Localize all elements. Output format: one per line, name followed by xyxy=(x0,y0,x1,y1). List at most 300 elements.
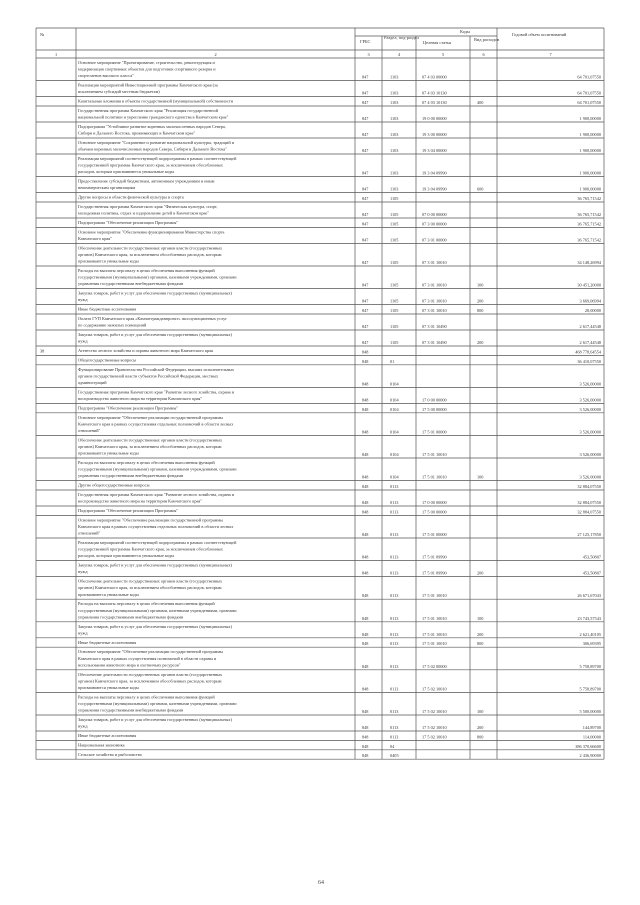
row-target: 17 5 01 10010 xyxy=(422,631,447,637)
row-sum: 30 451,20000 xyxy=(577,282,601,288)
row-grbs: 847 xyxy=(362,298,369,304)
row-razdel: 0113 xyxy=(390,631,399,637)
row-grbs: 847 xyxy=(362,132,369,137)
row-name: Функционирование Правительства Российской Федерации, высших исполнительных xyxy=(78,366,235,372)
row-target: 07 3 01 10010 xyxy=(422,282,447,288)
row-name: присваиваются уникальные коды xyxy=(78,685,139,690)
row-target: 17 5 02 00000 xyxy=(422,663,447,669)
table-row xyxy=(78,460,601,481)
row-sum: 3 526,00000 xyxy=(579,406,601,412)
row-razdel: 1103 xyxy=(390,186,399,192)
row-sum: 468 778,64554 xyxy=(575,349,601,355)
row-name: Другие вопросы в области физической культуры и спорта xyxy=(78,194,184,200)
row-razdel: 0104 xyxy=(390,452,399,457)
row-target: 07 3 01 10490 xyxy=(422,340,447,345)
row-razdel: 1105 xyxy=(390,221,399,227)
row-name: Общегосударственные вопросы xyxy=(78,357,137,363)
row-razdel: 0113 xyxy=(390,725,399,730)
colnum-3: 3 xyxy=(367,52,370,57)
row-razdel: 1105 xyxy=(390,340,399,345)
row-sum: 3 669,06994 xyxy=(579,298,601,304)
table-header xyxy=(36,28,604,58)
row-target: 07 4 03 10130 xyxy=(422,90,447,96)
row-name: Капитальные вложения в объекты государственной (муниципальной) собственности xyxy=(78,98,234,104)
row-grbs: 848 xyxy=(362,663,369,669)
row-name: органов государственной власти субъектов Российской Федерации, местных xyxy=(78,373,219,379)
row-name: Основное мероприятие "Обеспечение функционирования Министерства спорта xyxy=(78,229,225,235)
row-name: управления государственными внебюджетными фондами xyxy=(78,707,184,713)
row-grbs: 848 xyxy=(362,725,369,730)
row-sum: 36 410,07550 xyxy=(577,358,601,364)
row-name: Реализация мероприятий соответствующей подпрограммы в рамках соответствующей xyxy=(78,156,237,161)
row-grbs: 847 xyxy=(362,148,369,153)
row-name: Закупка товаров, работ и услуг для обеспечения государственных (муниципальных) xyxy=(78,332,232,337)
row-target: 07 3 01 10010 xyxy=(422,308,447,313)
row-grbs: 848 xyxy=(362,641,369,647)
table-row xyxy=(78,83,601,97)
row-grbs: 847 xyxy=(362,282,369,288)
header-razdel: Раздел, под-раздел xyxy=(384,35,419,40)
row-sum: 32 884,07550 xyxy=(577,509,601,515)
row-razdel: 1103 xyxy=(390,170,399,176)
table-row xyxy=(78,268,601,289)
row-razdel: 0113 xyxy=(390,570,399,576)
row-vr: 800 xyxy=(477,641,484,647)
row-target: 17 5 01 09990 xyxy=(422,554,447,560)
row-name: Камчатского края" xyxy=(78,236,112,241)
table-row xyxy=(78,563,602,577)
row-sum: 5 758,89700 xyxy=(579,663,601,669)
row-name: воспроизводство животного мира на территории Камчатского края" xyxy=(78,498,203,504)
row-name: Камчатского края в рамках осуществления отдельных полномочий в области лесных xyxy=(78,421,234,427)
row-razdel: 0113 xyxy=(390,554,399,560)
table-row xyxy=(78,156,601,177)
row-name: молодежная политика, отдых и оздоровление детей в Камчатском крае" xyxy=(78,210,210,216)
row-name: нужд xyxy=(78,723,88,729)
row-sum: 3 526,00000 xyxy=(579,381,601,387)
row-grbs: 848 xyxy=(362,554,369,560)
table-row xyxy=(78,99,601,106)
row-vr: 200 xyxy=(477,340,484,345)
row-grbs: 848 xyxy=(362,615,369,621)
row-name: Основное мероприятие "Обеспечение реализации государственной программы xyxy=(78,517,223,523)
row-sum: 23 743,57543 xyxy=(577,615,601,621)
table-row xyxy=(78,179,601,193)
table-row xyxy=(78,717,601,731)
row-name: отношений" xyxy=(78,428,101,433)
row-razdel: 1103 xyxy=(390,90,399,96)
row-razdel: 1103 xyxy=(390,100,399,105)
colnum-5: 5 xyxy=(442,52,445,57)
row-sum: 36 765,71542 xyxy=(577,221,601,227)
table-row xyxy=(78,291,602,305)
row-name: Расходы на выплаты персоналу в целях обеспечения выполнения функций xyxy=(78,694,215,700)
row-name: Агентство лесного хозяйства и охраны животного мира Камчатского края xyxy=(78,348,214,353)
row-target: 17 5 01 09990 xyxy=(422,570,447,576)
row-sum: 64 701,07550 xyxy=(577,74,601,80)
row-razdel: 0113 xyxy=(390,663,399,669)
row-name: Иные бюджетные ассигнования xyxy=(78,306,137,312)
row-name: присваиваются уникальные коды xyxy=(78,258,139,264)
row-name: Государственная программа Камчатского края "Развитие лесного хозяйства, охрана и xyxy=(78,389,235,395)
colnum-4: 4 xyxy=(398,52,401,57)
row-target: 07 4 03 10130 xyxy=(422,100,447,105)
row-razdel: 01 xyxy=(390,358,395,364)
row-name: Подпрограмма "Устойчивое развитие коренных малочисленных народов Севера, xyxy=(78,124,226,129)
table-row xyxy=(78,389,601,403)
row-vr: 200 xyxy=(477,298,484,304)
row-name: Закупка товаров, работ и услуг для обеспечения государственных (муниципальных) xyxy=(78,290,232,296)
row-name: Обеспечение деятельности государственных органов власти (государственных xyxy=(78,671,223,677)
row-razdel: 0113 xyxy=(390,484,399,489)
row-razdel: 0113 xyxy=(390,734,399,740)
row-name: Реализация мероприятий Инвестиционной программы Камчатского края (за xyxy=(78,82,218,88)
table-row xyxy=(78,316,601,330)
row-sum: 3 526,00000 xyxy=(579,397,601,403)
row-name: расходов, которым присваиваются уникальные коды xyxy=(78,169,174,175)
row-grbs: 848 xyxy=(362,484,369,489)
table-row xyxy=(78,579,601,600)
row-vr: 100 xyxy=(477,709,484,714)
colnum-1: 1 xyxy=(55,52,58,57)
row-sum: 386 370,66600 xyxy=(575,743,601,749)
table-row xyxy=(78,517,601,538)
row-grbs: 847 xyxy=(362,170,369,176)
row-sum: 36 765,71542 xyxy=(577,237,601,243)
table-row xyxy=(78,601,601,622)
row-target: 17 5 01 00000 xyxy=(422,532,447,537)
row-target: 17 5 01 10010 xyxy=(422,615,447,621)
row-name: Расходы на выплаты персоналу в целях обеспечения выполнения функций xyxy=(78,601,215,607)
table-row xyxy=(78,649,601,670)
row-razdel: 0113 xyxy=(390,686,399,692)
row-target: 17 5 01 10010 xyxy=(422,641,447,647)
row-sum: 5 500,00000 xyxy=(579,709,601,714)
row-vr: 400 xyxy=(477,100,484,105)
row-grbs: 848 xyxy=(362,474,369,480)
row-grbs: 848 xyxy=(362,406,369,412)
table-row xyxy=(78,437,601,458)
row-name: управления государственными внебюджетными фондами xyxy=(78,614,184,620)
row-razdel: 1105 xyxy=(390,212,399,217)
row-name: государственными (муниципальными) органами, казенными учреждениями, органами xyxy=(78,466,237,472)
row-target: 07 3 01 00000 xyxy=(422,237,447,243)
table-row xyxy=(78,332,601,346)
row-razdel: 0113 xyxy=(390,615,399,621)
row-name: нужд xyxy=(78,297,88,303)
row-name: Расходы на выплаты персоналу в целях обеспечения выполнения функций xyxy=(78,460,215,465)
row-name: Камчатского края в рамках осуществления полномочий в области охраны и xyxy=(78,655,217,661)
row-name: Национальная экономика xyxy=(78,742,125,748)
row-razdel: 1105 xyxy=(390,298,399,304)
row-name: Подпрограмма "Обеспечение реализации Программы" xyxy=(78,220,179,225)
row-grbs: 847 xyxy=(362,116,369,121)
row-target: 17 5 02 10010 xyxy=(422,686,447,692)
row-name: государственными (муниципальными) органами, казенными учреждениями, органами xyxy=(78,701,237,706)
row-razdel: 1103 xyxy=(390,148,399,153)
row-grbs: 848 xyxy=(362,500,369,505)
header-vr: Вид расходов xyxy=(474,37,500,42)
row-grbs: 847 xyxy=(362,260,369,265)
page-number: 64 xyxy=(318,880,324,886)
row-sum: 36 765,71542 xyxy=(577,212,601,217)
row-sum: 1 900,00000 xyxy=(579,132,601,137)
row-vr: 200 xyxy=(477,725,484,730)
row-grbs: 847 xyxy=(362,237,369,243)
table-row xyxy=(78,672,601,693)
row-name: Подпрограмма "Обеспечение реализации Программы" xyxy=(78,405,179,411)
row-name: Оплата ГУП Камчатского края «Камчатгражданпроект» эксплуатационных услуг xyxy=(78,316,228,321)
table-row xyxy=(78,229,601,243)
row-name: органов) Камчатского края, за исключением обособленных расходов, которым xyxy=(78,252,222,257)
row-vr: 800 xyxy=(477,734,484,740)
row-grbs: 847 xyxy=(362,196,369,201)
table-row xyxy=(78,508,601,515)
row-target: 19 0 00 00000 xyxy=(422,116,447,121)
header-num: № xyxy=(40,32,45,37)
row-name: исключением субсидий местным бюджетам) xyxy=(78,89,160,95)
row-target: 17 5 02 10010 xyxy=(422,734,447,740)
row-target: 17 5 01 10010 xyxy=(422,474,447,480)
row-razdel: 0113 xyxy=(390,509,399,515)
row-sum: 64 701,07550 xyxy=(577,100,601,105)
row-grbs: 848 xyxy=(362,686,369,692)
row-vr: 200 xyxy=(477,631,484,637)
table-row xyxy=(78,367,601,388)
table-row xyxy=(78,640,601,647)
row-grbs: 848 xyxy=(362,734,369,740)
row-sum: 2 617,44548 xyxy=(579,324,601,329)
row-target: 17 0 00 00000 xyxy=(422,500,447,505)
row-target: 07 0 00 00000 xyxy=(422,212,447,217)
row-name: модернизация спортивных объектов для подготовки спортивного резерва и xyxy=(78,66,216,72)
row-name: по содержанию нежилых помещений xyxy=(78,322,147,328)
table-row xyxy=(78,140,601,154)
table-row xyxy=(78,624,601,638)
row-name: Другие общегосударственные вопросы xyxy=(78,482,150,488)
row-name: Государственная программа Камчатского края "Физическая культура, спорт, xyxy=(78,204,218,209)
row-grbs: 847 xyxy=(362,90,369,96)
colnum-7: 7 xyxy=(549,52,552,57)
row-sum: 306,69395 xyxy=(582,641,601,647)
row-razdel: 1105 xyxy=(390,237,399,243)
row-name: государственной программы Камчатского края, за исключением обособленных xyxy=(78,546,223,552)
row-sum: 144,89700 xyxy=(582,725,601,730)
row-target: 17 0 00 00000 xyxy=(422,397,447,403)
row-target: 07 3 01 10490 xyxy=(422,324,447,329)
row-grbs: 847 xyxy=(362,74,369,80)
row-vr: 100 xyxy=(477,615,484,621)
table-row xyxy=(78,108,601,122)
row-grbs: 848 xyxy=(362,429,369,435)
row-sum: 1 900,00000 xyxy=(579,170,601,176)
row-grbs: 848 xyxy=(362,570,369,576)
row-name: Сельское хозяйство и рыболовство xyxy=(78,751,142,757)
row-sum: 64 701,07550 xyxy=(577,90,601,96)
row-name: Основное мероприятие "Сохранение и развитие национальной культуры, традиций и xyxy=(78,140,234,145)
row-target: 07 4 03 00000 xyxy=(422,74,447,80)
row-name: администраций xyxy=(78,380,107,385)
row-grbs: 848 xyxy=(362,743,369,749)
row-razdel: 04 xyxy=(390,743,395,749)
row-name: Основное мероприятие "Обеспечение реализации государственной программы xyxy=(78,414,223,420)
row-grbs: 848 xyxy=(362,381,369,387)
row-sum: 453,50807 xyxy=(582,554,601,560)
table-row xyxy=(78,60,601,81)
table-row xyxy=(78,220,601,227)
row-name: управления государственными внебюджетными фондами xyxy=(78,473,184,479)
row-grbs: 848 xyxy=(362,593,369,599)
row-name: спортсменов высокого класса" xyxy=(78,73,134,79)
row-razdel: 0113 xyxy=(390,709,399,714)
table-row xyxy=(78,357,601,364)
row-target: 17 5 00 00000 xyxy=(422,509,447,515)
table-row xyxy=(78,405,601,412)
header-cs: Целевая статья xyxy=(423,40,452,45)
row-sum: 453,50807 xyxy=(582,570,601,576)
row-name: некоммерческим организациям xyxy=(78,185,136,191)
row-name: Государственная программа Камчатского края "Развитие лесного хозяйства, охрана и xyxy=(78,492,235,497)
row-name: Закупка товаров, работ и услуг для обеспечения государственных (муниципальных) xyxy=(78,717,232,722)
row-razdel: 0113 xyxy=(390,593,399,599)
row-name: Расходы на выплаты персоналу в целях обеспечения выполнения функций xyxy=(78,268,215,273)
row-vr: 100 xyxy=(477,282,484,288)
table-row xyxy=(40,348,602,355)
row-target: 07 3 01 10010 xyxy=(422,260,447,265)
row-target: 19 3 04 09990 xyxy=(422,170,447,176)
row-name: Подпрограмма "Обеспечение реализации Программы" xyxy=(78,508,179,513)
row-sum: 1 900,00000 xyxy=(579,148,601,153)
row-number: 38 xyxy=(40,348,45,354)
row-razdel: 1103 xyxy=(390,74,399,80)
row-vr: 100 xyxy=(477,474,484,480)
row-sum: 36 765,71542 xyxy=(577,196,601,201)
row-razdel: 1105 xyxy=(390,196,399,201)
row-razdel: 0104 xyxy=(390,406,399,412)
row-grbs: 847 xyxy=(362,324,369,329)
row-grbs: 848 xyxy=(362,349,369,355)
row-name: Основное мероприятие "Обеспечение реализации государственной программы xyxy=(78,649,223,655)
row-grbs: 848 xyxy=(362,358,369,364)
table-row xyxy=(78,245,602,266)
table-row xyxy=(78,204,601,218)
row-razdel: 1105 xyxy=(390,308,399,313)
row-name: обычаев коренных малочисленных народов Севера, Сибири и Дальнего Востока" xyxy=(78,146,228,152)
row-target: 19 3 00 00000 xyxy=(422,132,447,137)
row-sum: 27 125,17850 xyxy=(577,532,601,537)
row-sum: 3 526,00000 xyxy=(579,474,601,480)
row-name: присваиваются уникальные коды xyxy=(78,450,139,456)
row-name: Иные бюджетные ассигнования xyxy=(78,639,137,645)
row-sum: 5 758,89700 xyxy=(579,686,601,692)
row-sum: 26 671,67043 xyxy=(577,593,601,599)
row-name: нужд xyxy=(78,338,88,344)
row-razdel: 0104 xyxy=(390,474,399,480)
row-grbs: 848 xyxy=(362,397,369,403)
row-razdel: 1105 xyxy=(390,282,399,288)
row-name: воспроизводство животного мира на территории Камчатского края" xyxy=(78,396,203,401)
header-grbs: ГРБС xyxy=(360,39,371,44)
table-row xyxy=(78,483,601,490)
table-row xyxy=(78,415,601,436)
row-grbs: 848 xyxy=(362,753,369,759)
row-razdel: 0405 xyxy=(390,753,399,759)
row-razdel: 0113 xyxy=(390,641,399,647)
row-sum: 32 884,07550 xyxy=(577,500,601,505)
row-name: органов) Камчатского края, за исключением обособленных расходов, которым xyxy=(78,585,222,591)
table-row xyxy=(78,742,601,749)
row-name: Камчатского края в рамках осуществления отдельных полномочий в области лесных xyxy=(78,524,234,529)
row-sum: 34 148,26994 xyxy=(577,260,601,265)
table-row xyxy=(78,195,601,202)
table-row xyxy=(78,307,601,314)
row-name: Обеспечение деятельности государственных органов власти (государственных xyxy=(78,437,223,443)
row-name: нужд xyxy=(78,569,88,575)
row-name: Сибири и Дальнего Востока, проживающих в Камчатском крае" xyxy=(78,130,196,136)
row-name: государственными (муниципальными) органами, казенными учреждениями, органами xyxy=(78,274,237,280)
row-name: государственными (муниципальными) органами, казенными учреждениями, органами xyxy=(78,607,237,613)
row-name: органов) Камчатского края, за исключением обособленных расходов, которым xyxy=(78,444,222,449)
row-name: присваиваются уникальные коды xyxy=(78,591,139,597)
table-row xyxy=(78,733,601,740)
row-razdel: 1103 xyxy=(390,132,399,137)
row-grbs: 847 xyxy=(362,340,369,345)
row-name: отношений" xyxy=(78,530,101,536)
row-target: 07 3 00 00000 xyxy=(422,221,447,227)
row-grbs: 847 xyxy=(362,100,369,105)
row-name: Закупка товаров, работ и услуг для обеспечения государственных (муниципальных) xyxy=(78,562,232,568)
row-name: Иные бюджетные ассигнования xyxy=(78,733,137,738)
row-name: управления государственными внебюджетными фондами xyxy=(78,281,184,287)
table-row xyxy=(78,540,602,561)
row-name: нужд xyxy=(78,630,88,636)
row-razdel: 0104 xyxy=(390,397,399,403)
row-grbs: 848 xyxy=(362,452,369,457)
row-sum: 2 621,40105 xyxy=(579,631,601,637)
row-grbs: 847 xyxy=(362,221,369,227)
row-razdel: 1103 xyxy=(390,116,399,121)
row-target: 17 5 01 10010 xyxy=(422,593,447,599)
row-razdel: 1105 xyxy=(390,324,399,329)
row-name: Основное мероприятие "Проектирование, строительство, реконструкция и xyxy=(78,60,215,65)
row-grbs: 847 xyxy=(362,308,369,313)
row-target: 19 3 04 00000 xyxy=(422,148,447,153)
row-grbs: 848 xyxy=(362,709,369,714)
row-target: 17 5 01 10010 xyxy=(422,452,447,457)
row-sum: 2 436,90000 xyxy=(579,753,601,759)
row-name: Предоставление субсидий бюджетным, автономным учреждениям и иным xyxy=(78,178,215,184)
row-sum: 2 617,44548 xyxy=(579,340,601,345)
row-sum: 32 884,07550 xyxy=(577,484,601,489)
row-razdel: 0113 xyxy=(390,500,399,505)
row-name: расходов, которым присваиваются уникальные коды xyxy=(78,553,174,559)
table-body xyxy=(36,28,604,759)
row-name: национальной политики и укрепление гражданского единства в Камчатском крае" xyxy=(78,114,229,120)
colnum-2: 2 xyxy=(214,52,217,57)
row-sum: 28,00000 xyxy=(584,308,601,313)
row-razdel: 0113 xyxy=(390,532,399,537)
row-grbs: 847 xyxy=(362,212,369,217)
row-target: 07 3 01 10010 xyxy=(422,298,447,304)
row-sum: 3 526,00000 xyxy=(579,452,601,457)
table-row xyxy=(78,694,601,715)
row-razdel: 1105 xyxy=(390,260,399,265)
row-sum: 3 526,00000 xyxy=(579,429,601,435)
colnum-6: 6 xyxy=(482,52,485,57)
row-grbs: 847 xyxy=(362,186,369,192)
row-sum: 1 900,00000 xyxy=(579,116,601,121)
row-sum: 1 900,00000 xyxy=(579,186,601,192)
